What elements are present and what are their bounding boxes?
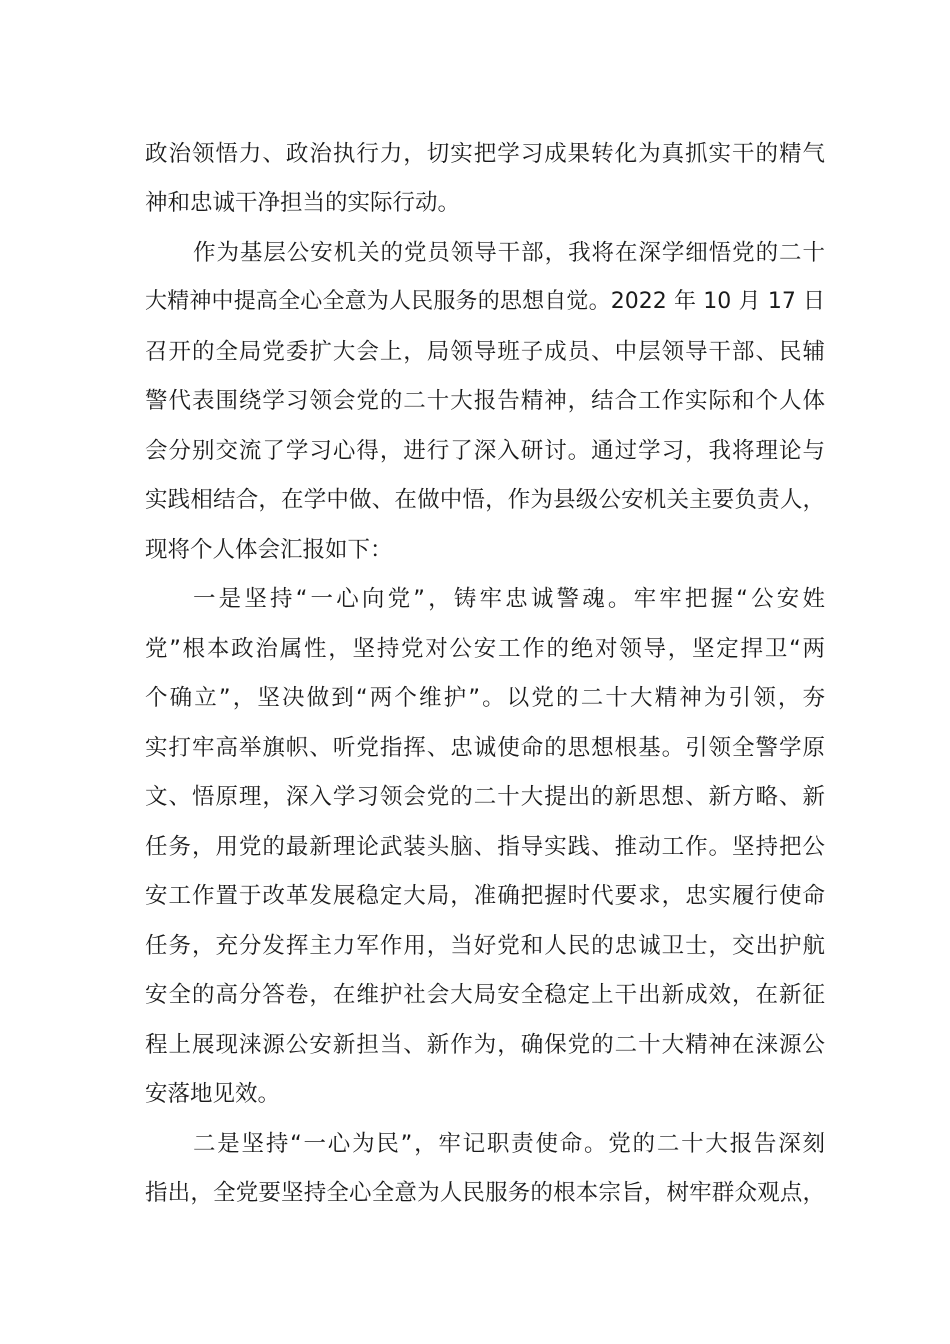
text-line: 召开的全局党委扩大会上，局领导班子成员、中层领导干部、民辅 [145,339,825,365]
text-line: 安落地见效。 [145,1081,281,1107]
text-line: 大精神中提高全心全意为人民服务的思想自觉。2022 年 10 月 17 日 [145,289,825,314]
text-line: 任务，充分发挥主力军作用，当好党和人民的忠诚卫士，交出护航 [145,933,825,959]
text-line: 政治领悟力、政治执行力，切实把学习成果转化为真抓实干的精气 [145,141,825,167]
text-line: 实打牢高举旗帜、听党指挥、忠诚使命的思想根基。引领全警学原 [145,735,825,761]
text-line: 警代表围绕学习领会党的二十大报告精神，结合工作实际和个人体 [145,388,825,414]
paragraph-first-line: 一是坚持“一心向党”，铸牢忠诚警魂。牢牢把握“公安姓 [193,586,825,612]
paragraph-first-line: 二是坚持“一心为民”，牢记职责使命。党的二十大报告深刻 [193,1131,825,1157]
text-line: 程上展现涞源公安新担当、新作为，确保党的二十大精神在涞源公 [145,1032,825,1058]
text-line: 神和忠诚干净担当的实际行动。 [145,190,461,216]
text-line: 安工作置于改革发展稳定大局，准确把握时代要求，忠实履行使命 [145,883,825,909]
text-line: 现将个人体会汇报如下： [145,537,393,563]
text-line: 个确立”，坚决做到“两个维护”。以党的二十大精神为引领，夯 [145,685,825,711]
text-line: 指出，全党要坚持全心全意为人民服务的根本宗旨，树牢群众观点， [145,1180,825,1206]
text-line: 实践相结合，在学中做、在做中悟，作为县级公安机关主要负责人， [145,487,825,513]
text-line: 党”根本政治属性，坚持党对公安工作的绝对领导，坚定捍卫“两 [145,636,825,662]
text-line: 文、悟原理，深入学习领会党的二十大提出的新思想、新方略、新 [145,784,825,810]
paragraph-first-line: 作为基层公安机关的党员领导干部，我将在深学细悟党的二十 [193,240,825,266]
text-line: 任务，用党的最新理论武装头脑、指导实践、推动工作。坚持把公 [145,834,825,860]
text-line: 安全的高分答卷，在维护社会大局安全稳定上干出新成效，在新征 [145,982,825,1008]
text-line: 会分别交流了学习心得，进行了深入研讨。通过学习，我将理论与 [145,438,825,464]
